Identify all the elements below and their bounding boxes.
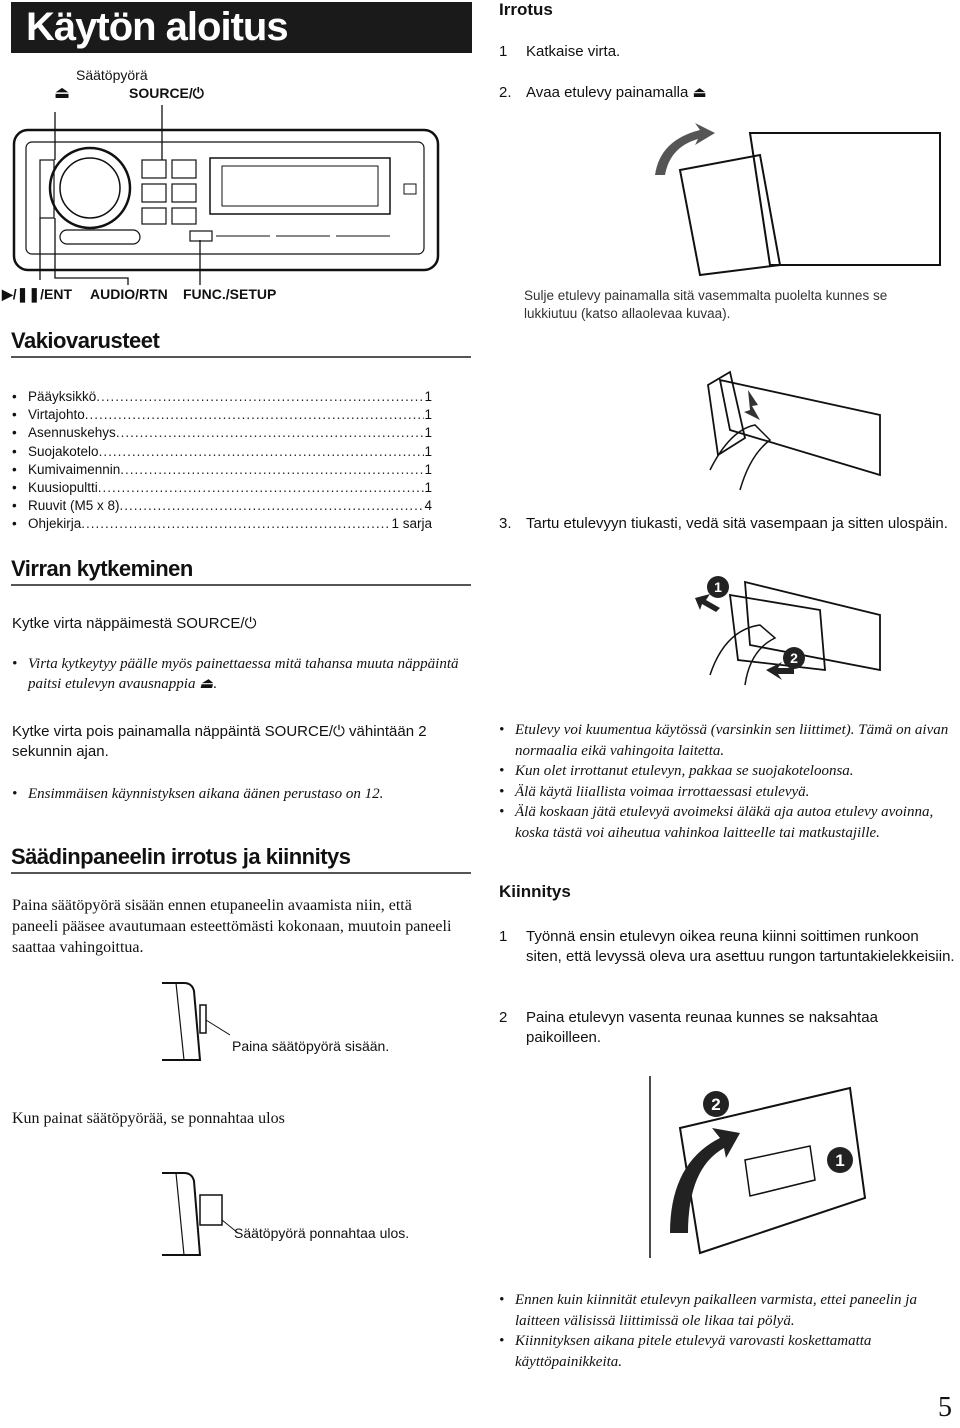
eject-icon: ⏏ <box>54 83 71 102</box>
remove-panel-illustration <box>690 570 890 690</box>
list-item: • Älä käytä liiallista voimaa irrottaessasi etulevyä. <box>499 783 810 800</box>
saadin-paragraph: Paina säätöpyörä sisään ennen etupaneelin avaamista niin, että paneeli pääsee avautumaan esteettömästi kokonaan, muutoin paneeli saattaa vahingoittua. <box>12 897 452 956</box>
list-item: • Ohjekirja ..... 1 sarja <box>12 515 432 533</box>
power-off-text: Kytke virta pois painamalla näppäintä SOURCE/⏻ vähintään 2 sekunnin ajan. <box>12 723 427 760</box>
list-item: • Ennen kuin kiinnität etulevyn paikalleen varmista, ettei paneelin ja laitteen välisissä liittimissä ole likaa tai pölyä. <box>499 1292 917 1329</box>
list-item: • Kuusiopultti ..... 1 <box>12 479 432 497</box>
knob-popped-illustration <box>160 1165 240 1265</box>
attach-panel-illustration <box>640 1068 880 1268</box>
list-item: • Etulevy voi kuumentua käytössä (varsinkin sen liittimet). Tämä on aivan normaalia eikä vahingoita laitetta. <box>499 722 949 759</box>
step-number-1: 1 <box>714 579 722 595</box>
irrotus-step-2: Avaa etulevy painamalla ⏏ <box>526 84 707 101</box>
list-item: • Kun olet irrottanut etulevyn, pakkaa se suojakoteloonsa. <box>499 763 854 779</box>
kiinnitys-step-1-num: 1 <box>499 928 508 945</box>
kiinnitys-step-2: Paina etulevyn vasenta reunaa kunnes se naksahtaa paikoilleen. <box>526 1009 878 1046</box>
saadin-paragraph-2: Kun painat säätöpyörää, se ponnahtaa ulos <box>12 1110 285 1127</box>
power-on-text: Kytke virta näppäimestä SOURCE/⏻ <box>12 615 257 632</box>
open-panel-illustration <box>640 115 960 280</box>
irrotus-step-1: Katkaise virta. <box>526 43 621 60</box>
step-number-1: 1 <box>835 1151 845 1170</box>
head-unit-illustration <box>0 100 470 290</box>
list-item: • Suojakotelo ..... 1 <box>12 443 432 461</box>
list-item: • Pääyksikkö ..... 1 <box>12 388 432 406</box>
kiinnitys-step-2-num: 2 <box>499 1009 508 1026</box>
label-audio: AUDIO/RTN <box>90 286 168 302</box>
heading-irrotus: Irrotus <box>499 0 553 19</box>
irrotus-notes <box>499 720 949 843</box>
irrotus-step-3-num: 3. <box>499 515 512 532</box>
page-number: 5 <box>938 1392 952 1423</box>
list-item: • Virtajohto ..... 1 <box>12 406 432 424</box>
list-item: • Kumivaimennin ..... 1 <box>12 461 432 479</box>
list-item: • Kiinnityksen aikana pitele etulevyä varovasti koskettamatta käyttöpainikkeita. <box>499 1333 872 1370</box>
step-number-2: 2 <box>790 650 798 666</box>
kiinnitys-step-1: Työnnä ensin etulevyn oikea reuna kiinni soittimen runkoon siten, että levyssä oleva ura asettuu rungon tartuntakielekkeisiin. <box>526 928 955 965</box>
power-note-1: • Virta kytkeytyy päälle myös painettaessa mitä tahansa muuta näppäintä paitsi etulevyn avausnappia ⏏. <box>12 656 459 692</box>
label-play-ent: ▶/❚❚/ENT <box>2 286 73 302</box>
heading-kiinnitys: Kiinnitys <box>499 882 571 901</box>
label-rotary: Säätöpyörä <box>76 67 148 83</box>
knob-pressed-illustration <box>160 975 230 1070</box>
step-number-2: 2 <box>711 1095 721 1114</box>
close-panel-note: Sulje etulevy painamalla sitä vasemmalta puolelta kunnes se lukkiutuu (katso allaolevaa kuvaa). <box>524 288 888 321</box>
irrotus-step-2-num: 2. <box>499 84 512 101</box>
page-title: Käytön aloitus <box>11 2 472 53</box>
heading-saadinpaneeli: Säädinpaneelin irrotus ja kiinnitys <box>11 844 471 874</box>
label-func: FUNC./SETUP <box>183 286 277 302</box>
kiinnitys-notes <box>499 1290 954 1372</box>
close-panel-illustration <box>700 360 900 495</box>
label-source: SOURCE/⏻ <box>129 85 204 101</box>
accessory-list <box>12 388 432 534</box>
heading-vakiovarusteet: Vakiovarusteet <box>11 328 471 358</box>
caption-pop: Säätöpyörä ponnahtaa ulos. <box>234 1225 410 1241</box>
caption-press: Paina säätöpyörä sisään. <box>232 1038 390 1054</box>
list-item: • Ruuvit (M5 x 8) ..... 4 <box>12 497 432 515</box>
irrotus-step-3: Tartu etulevyyn tiukasti, vedä sitä vasempaan ja sitten ulospäin. <box>526 515 948 532</box>
power-note-2: • Ensimmäisen käynnistyksen aikana äänen perustaso on 12. <box>12 786 384 802</box>
irrotus-step-1-num: 1 <box>499 43 508 60</box>
list-item: • Älä koskaan jätä etulevyä avoimeksi äläkä aja autoa etulevy avoinna, koska tästä voi aiheutua vahinkoa laitteelle tai matkustajille. <box>499 804 934 841</box>
heading-virran-kytkeminen: Virran kytkeminen <box>11 556 471 586</box>
list-item: • Asennuskehys ..... 1 <box>12 424 432 442</box>
